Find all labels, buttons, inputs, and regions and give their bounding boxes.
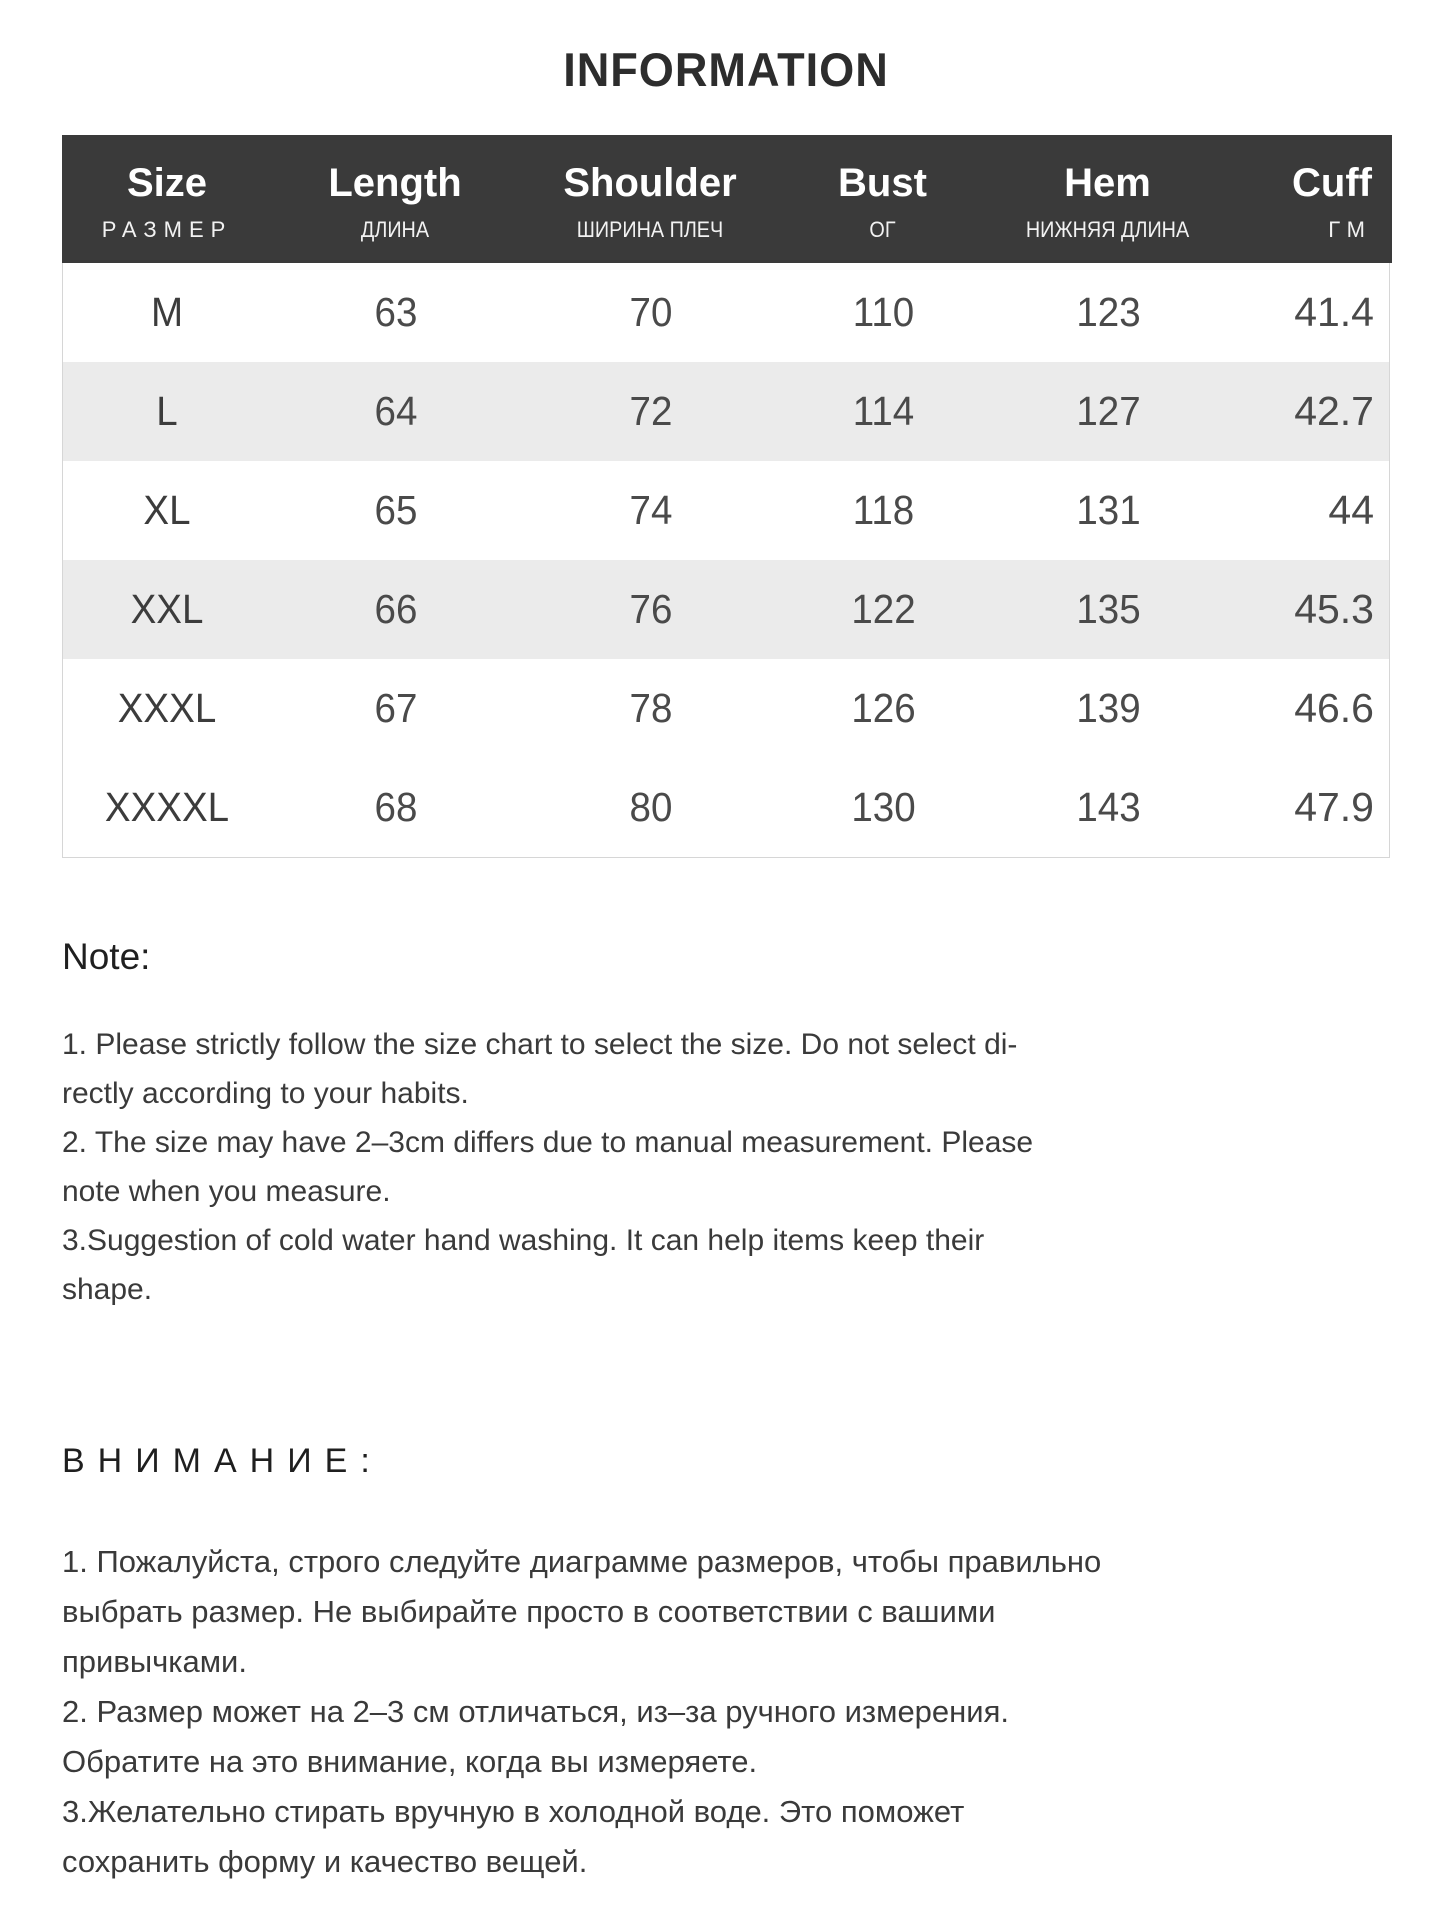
shoulder-value: 74 [629,487,673,533]
length-value: 65 [374,487,418,533]
column-header-size [62,159,270,243]
size-label: XXL [130,586,204,632]
note-line: 2. Размер может на 2–3 см отличаться, из–за ручного измерения. [62,1694,1009,1729]
attention-heading: ВНИМАНИЕ: [62,1442,383,1480]
table-row-m [63,263,1389,362]
column-header-length-ru: ДЛИНА [360,217,430,242]
cuff-value: 42.7 [1294,388,1374,434]
shoulder-value: 72 [629,388,673,434]
hem-value: 131 [1076,487,1141,533]
note-line: rectly according to your habits. [62,1077,469,1110]
note-line: note when you measure. [62,1175,391,1208]
size-label: L [156,388,178,434]
hem-value: 143 [1076,784,1141,830]
hem-value: 123 [1076,289,1141,335]
note-line: 3.Suggestion of cold water hand washing. It can help items keep their [62,1224,985,1257]
bust-value: 122 [851,586,916,632]
table-row-l [63,362,1389,461]
length-value: 66 [374,586,418,632]
column-header-shoulder-ru: ШИРИНА ПЛЕЧ [576,217,724,242]
column-header-bust-en: Bust [838,161,927,205]
size-label: M [150,289,184,335]
cuff-value: 47.9 [1294,784,1374,830]
table-row-xxl [63,560,1389,659]
column-header-hem-en: Hem [1064,161,1151,205]
table-row-xxxxl [63,758,1389,857]
hem-value: 127 [1076,388,1141,434]
shoulder-value: 78 [629,685,673,731]
note-text-russian [62,1537,1390,1887]
note-line: привычками. [62,1644,247,1679]
note-line: Обратите на это внимание, когда вы измеряете. [62,1744,758,1779]
length-value: 63 [374,289,418,335]
column-header-cuff-en: Cuff [1292,161,1372,205]
column-header-cuff [1230,159,1388,243]
note-line: 3.Желательно стирать вручную в холодной воде. Это поможет [62,1794,965,1829]
cuff-value: 45.3 [1294,586,1374,632]
note-text-english [62,1020,1390,1314]
column-header-hem [985,159,1230,243]
note-line: 1. Please strictly follow the size chart to select the size. Do not select di- [62,1028,1018,1061]
column-header-length-en: Length [328,161,462,205]
size-label: XL [143,487,191,533]
column-header-hem-ru: НИЖНЯЯ ДЛИНА [1025,217,1190,242]
column-header-size-ru: РАЗМЕР [101,217,233,242]
note-line: выбрать размер. Не выбирайте просто в соответствии с вашими [62,1594,996,1629]
note-section-english [62,936,1390,1314]
hem-value: 139 [1076,685,1141,731]
shoulder-value: 80 [629,784,673,830]
column-header-shoulder-en: Shoulder [563,161,737,205]
page-title: INFORMATION [563,43,889,96]
table-row-xl [63,461,1389,560]
column-header-size-en: Size [126,161,208,205]
bust-value: 114 [852,388,915,434]
table-row-xxxl [63,659,1389,758]
size-label: XXXXL [104,784,230,830]
column-header-shoulder [520,159,780,243]
bust-value: 110 [852,289,915,335]
column-header-cuff-ru: ГМ [1328,217,1372,242]
length-value: 68 [374,784,418,830]
size-table [62,135,1390,858]
shoulder-value: 76 [629,586,673,632]
column-header-bust-ru: ОГ [869,217,896,242]
size-label: XXXL [117,685,217,731]
note-section-russian [62,1442,1390,1887]
length-value: 64 [374,388,418,434]
cuff-value: 46.6 [1294,685,1374,731]
size-table-body [63,263,1389,857]
bust-value: 130 [851,784,916,830]
column-header-length [270,159,520,243]
hem-value: 135 [1076,586,1141,632]
cuff-value: 44 [1328,487,1374,533]
note-line: 1. Пожалуйста, строго следуйте диаграмме размеров, чтобы правильно [62,1544,1102,1579]
note-line: 2. The size may have 2–3cm differs due to manual measurement. Please [62,1126,1034,1159]
note-line: сохранить форму и качество вещей. [62,1844,588,1879]
note-line: shape. [62,1273,153,1306]
column-header-bust [780,159,985,243]
cuff-value: 41.4 [1294,289,1374,335]
size-table-header [62,135,1392,263]
bust-value: 126 [851,685,916,731]
length-value: 67 [374,685,418,731]
note-heading: Note: [62,936,151,977]
bust-value: 118 [852,487,915,533]
shoulder-value: 70 [629,289,673,335]
